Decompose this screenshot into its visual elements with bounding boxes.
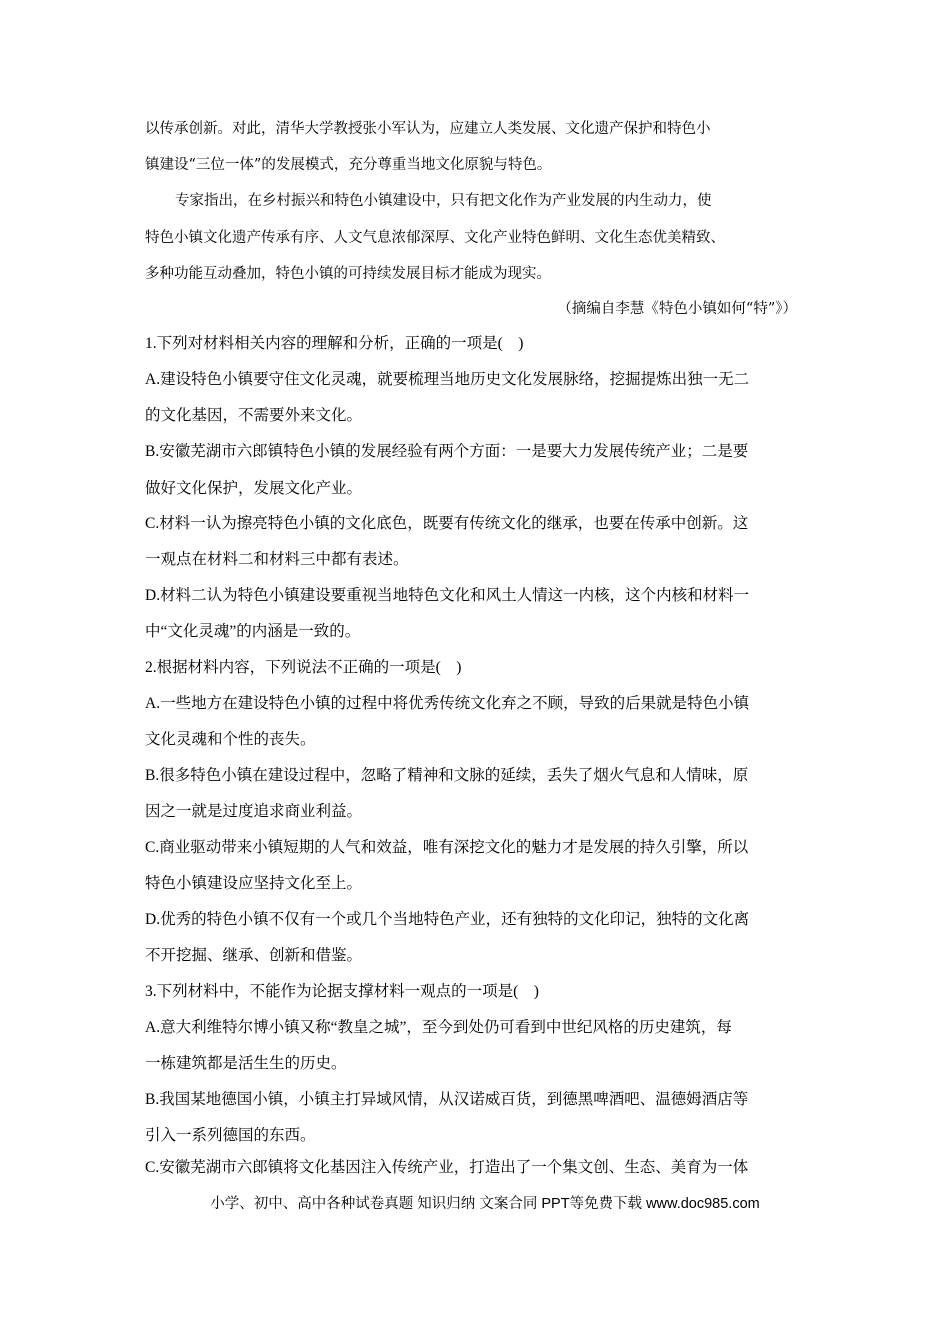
option-line: 不开挖掘、继承、创新和借鉴。: [145, 947, 363, 964]
option-line: 文化灵魂和个性的丧失。: [145, 731, 316, 748]
option-line: D.材料二认为特色小镇建设要重视当地特色文化和风土人情这一内核，这个内核和材料一: [145, 587, 750, 604]
passage-line: 特色小镇文化遗产传承有序、人文气息浓郁深厚、文化产业特色鲜明、文化生态优美精致、: [145, 230, 725, 246]
option-line: B.很多特色小镇在建设过程中，忽略了精神和文脉的延续，丢失了烟火气息和人情味，原: [145, 767, 749, 784]
option-line: C.安徽芜湖市六郎镇将文化基因注入传统产业，打造出了一个集文创、生态、美育为一体: [145, 1159, 749, 1176]
option-line: 引入一系列德国的东西。: [145, 1127, 316, 1144]
option-line: 一观点在材料二和材料三中都有表述。: [145, 551, 409, 568]
option-line: 中“文化灵魂”的内涵是一致的。: [145, 623, 361, 640]
question-stem: 1.下列对材料相关内容的理解和分析，正确的一项是( ): [145, 335, 524, 352]
option-line: 特色小镇建设应坚持文化至上。: [145, 875, 363, 892]
option-line: D.优秀的特色小镇不仅有一个或几个当地特色产业，还有独特的文化印记，独特的文化离: [145, 911, 750, 928]
option-line: B.安徽芜湖市六郎镇特色小镇的发展经验有两个方面：一是要大力发展传统产业；二是要: [145, 443, 749, 460]
option-line: 做好文化保护，发展文化产业。: [145, 480, 363, 497]
question-stem: 2.根据材料内容，下列说法不正确的一项是( ): [145, 659, 462, 676]
option-line: 因之一就是过度追求商业利益。: [145, 803, 363, 820]
passage-line: 多种功能互动叠加，特色小镇的可持续发展目标才能成为现实。: [145, 266, 551, 282]
option-line: A.一些地方在建设特色小镇的过程中将优秀传统文化弃之不顾，导致的后果就是特色小镇: [145, 695, 750, 712]
option-line: A.建设特色小镇要守住文化灵魂，就要梳理当地历史文化发展脉络，挖掘提炼出独一无二: [145, 371, 750, 388]
option-line: 一栋建筑都是活生生的历史。: [145, 1055, 347, 1072]
option-line: C.材料一认为擦亮特色小镇的文化底色，既要有传统文化的继承，也要在传承中创新。这: [145, 515, 749, 532]
passage-line: 镇建设“三位一体”的发展模式，充分尊重当地文化原貌与特色。: [145, 157, 552, 173]
passage-line: 专家指出，在乡村振兴和特色小镇建设中，只有把文化作为产业发展的内生动力，使: [175, 193, 712, 209]
passage-source: （摘编自李慧《特色小镇如何“特”》）: [557, 301, 797, 317]
option-line: 的文化基因，不需要外来文化。: [145, 407, 363, 424]
option-line: B.我国某地德国小镇，小镇主打异域风情，从汉诺威百货，到德黑啤酒吧、温德姆酒店等: [145, 1091, 749, 1108]
question-stem: 3.下列材料中，不能作为论据支撑材料一观点的一项是( ): [145, 983, 539, 1000]
passage-line: 以传承创新。对此，清华大学教授张小军认为，应建立人类发展、文化遗产保护和特色小: [145, 121, 711, 137]
page-footer: 小学、初中、高中各种试卷真题 知识归纳 文案合同 PPT等免费下载 www.doc985.com: [210, 1196, 760, 1212]
option-line: C.商业驱动带来小镇短期的人气和效益，唯有深挖文化的魅力才是发展的持久引擎，所以: [145, 839, 749, 856]
option-line: A.意大利维特尔博小镇又称“教皇之城”，至今到处仍可看到中世纪风格的历史建筑，每: [145, 1019, 732, 1036]
